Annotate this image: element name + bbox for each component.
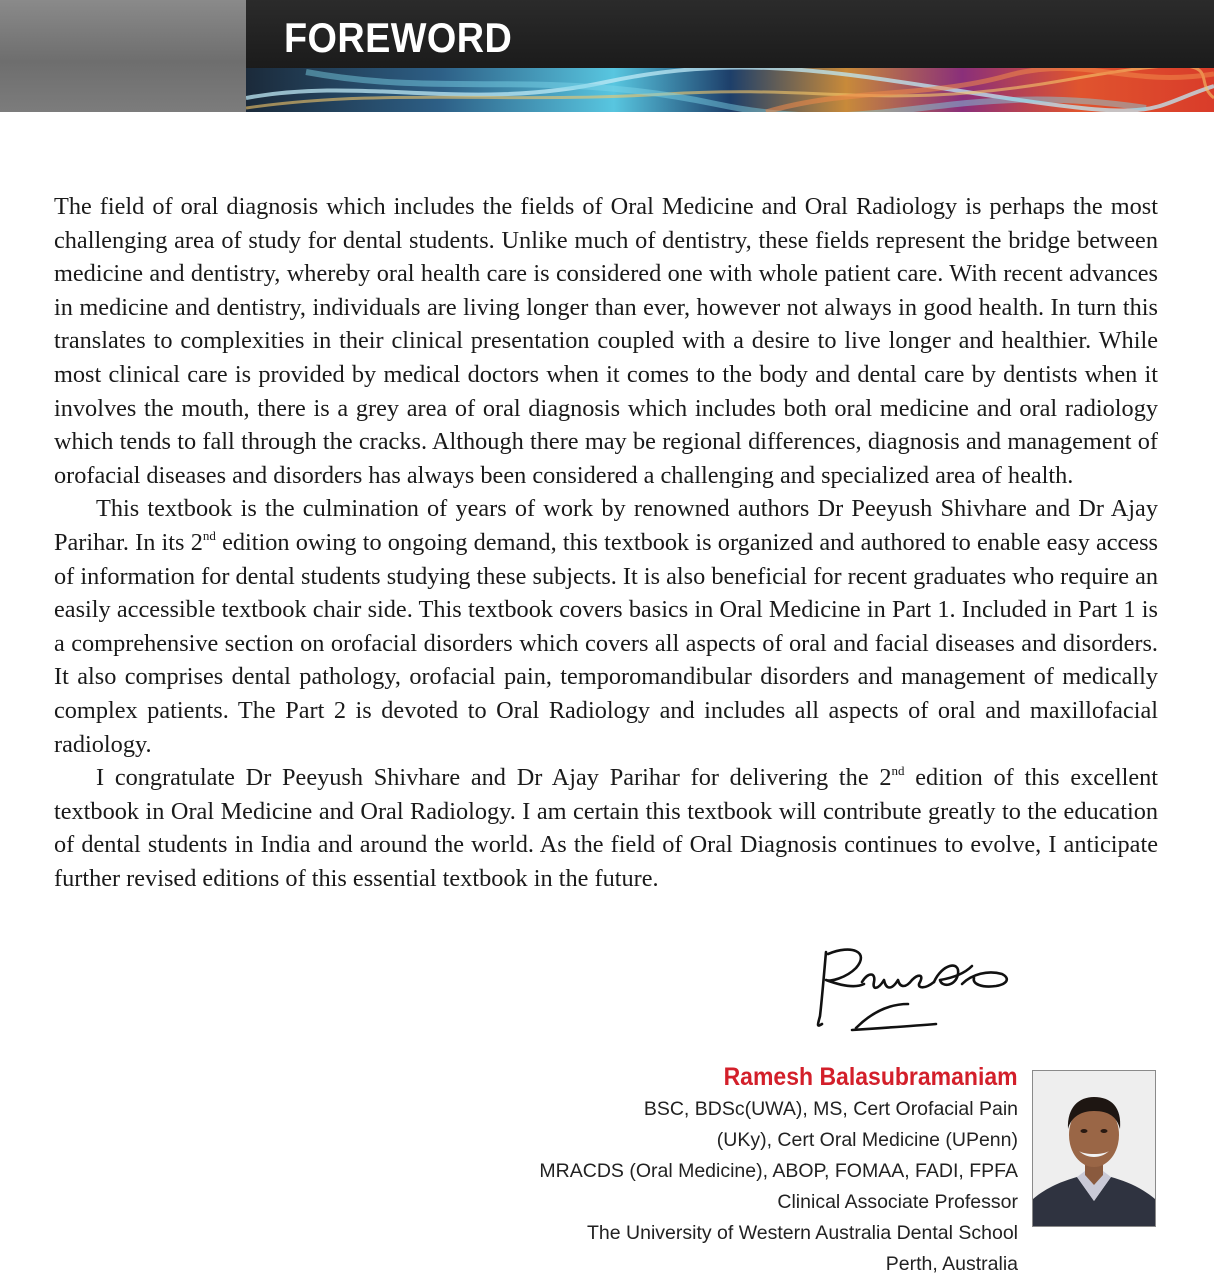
author-affiliation: The University of Western Australia Dental School	[587, 1222, 1018, 1244]
ordinal-suffix: nd	[891, 763, 905, 779]
paragraph-3-part-a: I congratulate Dr Peeyush Shivhare and Dr Ajay Parihar for delivering the 2	[96, 764, 892, 792]
header-grey-block	[0, 0, 246, 112]
author-credential: (UKy), Cert Oral Medicine (UPenn)	[716, 1129, 1018, 1151]
foreword-body	[54, 190, 1158, 895]
paragraph-3-part-b: edition of this excellent textbook in Oral Medicine and Oral Radiology. I am certain this textbook will contribute greatly to the education of dental students in India and around the world. As the field of Oral Diagnosis continues to evolve, I anticipate further revised editions of this essential textbook in the future.	[54, 764, 1158, 892]
author-credential: MRACDS (Oral Medicine), ABOP, FOMAA, FADI, FPFA	[539, 1160, 1018, 1182]
paragraph-3	[54, 761, 1158, 895]
author-photo	[1032, 1070, 1156, 1227]
header-decorative-banner	[246, 68, 1214, 112]
author-title: Clinical Associate Professor	[777, 1191, 1018, 1213]
author-block	[539, 1060, 1018, 1280]
ordinal-suffix: nd	[202, 527, 216, 543]
paragraph-2	[54, 492, 1158, 761]
page-header	[0, 0, 1214, 112]
paragraph-1: The field of oral diagnosis which includes the fields of Oral Medicine and Oral Radiology is perhaps the most challenging area of study for dental students. Unlike much of dentistry, these fields represent the bridge between medicine and dentistry, whereby oral health care is considered one with whole patient care. With recent advances in medicine and dentistry, individuals are living longer than ever, however not always in good health. In turn this translates to complexities in their clinical presentation coupled with a desire to live longer and healthier. While most clinical care is provided by medical doctors when it comes to the body and dental care by dentists when it involves the mouth, there is a grey area of oral diagnosis which includes both oral medicine and oral radiology which tends to fall through the cracks. Although there may be regional differences, diagnosis and management of orofacial diseases and disorders has always been considered a challenging and specialized area of health.	[54, 193, 1158, 489]
paragraph-2-part-b: edition owing to ongoing demand, this textbook is organized and authored to enable easy access of information for dental students studying these subjects. It is also beneficial for recent graduates who require an easily accessible textbook chair side. This textbook covers basics in Oral Medicine in Part 1. Included in Part 1 is a comprehensive section on orofacial disorders which covers all aspects of oral and facial diseases and disorders. It also comprises dental pathology, orofacial pain, temporomandibular disorders and management of medically complex patients. The Part 2 is devoted to Oral Radiology and includes all aspects of oral and maxillofacial radiology.	[54, 528, 1158, 758]
author-name: Ramesh Balasubramaniam	[723, 1063, 1018, 1091]
portrait-icon	[1033, 1071, 1155, 1226]
page-title: FOREWORD	[284, 14, 513, 61]
paragraph-2-part-a: This textbook is the culmination of years of work by renowned authors Dr Peeyush Shivhare and Dr Ajay Parihar. In its 2	[54, 495, 1158, 556]
author-location: Perth, Australia	[885, 1253, 1018, 1275]
signature-icon	[812, 944, 1018, 1044]
author-credential: BSC, BDSc(UWA), MS, Cert Orofacial Pain	[643, 1098, 1018, 1120]
